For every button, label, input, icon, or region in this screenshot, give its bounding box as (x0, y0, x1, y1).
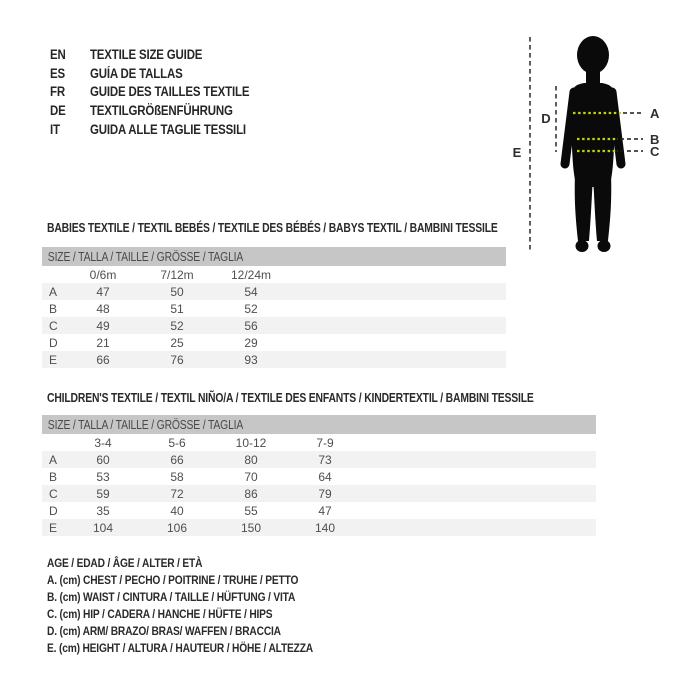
table-row (42, 502, 596, 519)
table-cell: 140 (314, 520, 336, 535)
size-header-label: SIZE / TALLA / TAILLE / GRÖSSE / TAGLIA (47, 249, 244, 264)
language-code: IT (50, 122, 60, 138)
size-header-label: SIZE / TALLA / TAILLE / GRÖSSE / TAGLIA (47, 417, 244, 432)
legend-item-arm: D. (cm) ARM/ BRAZO/ BRAS/ WAFFEN / BRACCIA (47, 623, 281, 638)
table-cell: 59 (96, 486, 110, 501)
table-cell: 66 (170, 452, 184, 467)
children-table-title: CHILDREN'S TEXTILE / TEXTIL NIÑO/A / TEXTILE DES ENFANTS / KINDERTEXTIL / BAMBINI TESSILE (47, 391, 534, 405)
table-row (42, 317, 506, 334)
table-cell: 150 (240, 520, 262, 535)
column-header: 12/24m (230, 267, 272, 282)
marker-label-a: A (650, 106, 660, 121)
table-cell: 60 (96, 452, 110, 467)
table-cell: 104 (92, 520, 114, 535)
language-line-es (50, 64, 249, 83)
row-label: B (49, 469, 58, 484)
table-cell: 86 (244, 486, 258, 501)
measurement-diagram (500, 22, 690, 262)
table-cell: 50 (170, 284, 184, 299)
language-line-en (50, 45, 249, 64)
column-header: 3-4 (94, 435, 112, 450)
row-label: D (49, 503, 58, 518)
table-cell: 70 (244, 469, 258, 484)
table-row (42, 519, 596, 536)
language-line-de (50, 101, 249, 120)
children-table-header (42, 415, 596, 434)
children-column-header-row (42, 434, 596, 451)
table-row (42, 300, 506, 317)
row-label: E (49, 520, 58, 535)
table-cell: 79 (318, 486, 332, 501)
column-header: 7-9 (316, 435, 334, 450)
language-title: GUIDE DES TAILLES TEXTILE (89, 84, 250, 100)
table-cell: 40 (170, 503, 184, 518)
language-code: EN (50, 46, 66, 62)
legend-item-height: E. (cm) HEIGHT / ALTURA / HAUTEUR / HÖHE / ALTEZZA (47, 640, 313, 655)
row-label: C (49, 486, 58, 501)
table-cell: 52 (244, 301, 258, 316)
language-line-it (50, 120, 249, 139)
table-cell: 55 (244, 503, 258, 518)
table-cell: 29 (244, 335, 258, 350)
column-header: 0/6m (89, 267, 117, 282)
table-row (42, 283, 506, 300)
table-row (42, 451, 596, 468)
marker-label-c: C (650, 144, 660, 159)
column-header: 10-12 (235, 435, 267, 450)
babies-size-table (42, 247, 506, 368)
language-line-fr (50, 83, 249, 102)
table-cell: 48 (96, 301, 110, 316)
marker-label-e: E (512, 145, 522, 160)
children-size-table (42, 415, 596, 536)
row-label: A (49, 452, 58, 467)
babies-table-header (42, 247, 506, 266)
language-title: GUIDA ALLE TAGLIE TESSILI (89, 122, 246, 138)
legend-item-waist: B. (cm) WAIST / CINTURA / TAILLE / HÜFTUNG / VITA (47, 589, 296, 604)
table-cell: 106 (166, 520, 188, 535)
row-label: C (49, 318, 58, 333)
table-row (42, 334, 506, 351)
measurement-legend (47, 554, 360, 656)
row-label: B (49, 301, 58, 316)
table-cell: 52 (170, 318, 184, 333)
row-label: D (49, 335, 58, 350)
language-title: GUÍA DE TALLAS (89, 65, 183, 81)
row-label: A (49, 284, 58, 299)
table-cell: 58 (170, 469, 184, 484)
babies-column-header-row (42, 266, 506, 283)
table-cell: 25 (170, 335, 184, 350)
table-cell: 53 (96, 469, 110, 484)
language-title: TEXTILGRÖßENFÜHRUNG (89, 103, 233, 119)
table-row (42, 351, 506, 368)
legend-age-line: AGE / EDAD / ÂGE / ALTER / ETÀ (47, 555, 203, 570)
table-cell: 47 (96, 284, 110, 299)
table-cell: 80 (244, 452, 258, 467)
table-cell: 56 (244, 318, 258, 333)
legend-item-chest: A. (cm) CHEST / PECHO / POITRINE / TRUHE / PETTO (47, 572, 299, 587)
table-cell: 51 (170, 301, 184, 316)
table-cell: 72 (170, 486, 184, 501)
table-cell: 66 (96, 352, 110, 367)
marker-label-b: B (650, 132, 660, 147)
table-cell: 47 (318, 503, 332, 518)
table-row (42, 485, 596, 502)
language-code: DE (50, 103, 66, 119)
legend-item-hip: C. (cm) HIP / CADERA / HANCHE / HÜFTE / HIPS (47, 606, 273, 621)
marker-label-d: D (541, 111, 551, 126)
table-cell: 49 (96, 318, 110, 333)
language-title: TEXTILE SIZE GUIDE (89, 46, 203, 62)
table-cell: 76 (170, 352, 184, 367)
language-code: ES (50, 65, 65, 81)
table-cell: 73 (318, 452, 332, 467)
column-header: 5-6 (168, 435, 186, 450)
column-header: 7/12m (160, 267, 194, 282)
row-label: E (49, 352, 58, 367)
babies-table-title: BABIES TEXTILE / TEXTIL BEBÉS / TEXTILE DES BÉBÉS / BABYS TEXTIL / BAMBINI TESSILE (47, 221, 498, 235)
table-cell: 54 (244, 284, 258, 299)
table-row (42, 468, 596, 485)
table-cell: 93 (244, 352, 258, 367)
language-title-block (50, 45, 285, 139)
language-code: FR (50, 84, 65, 100)
table-cell: 64 (318, 469, 332, 484)
child-silhouette (565, 36, 621, 252)
table-cell: 21 (96, 335, 110, 350)
table-cell: 35 (96, 503, 110, 518)
child-silhouette-figure (500, 22, 690, 262)
